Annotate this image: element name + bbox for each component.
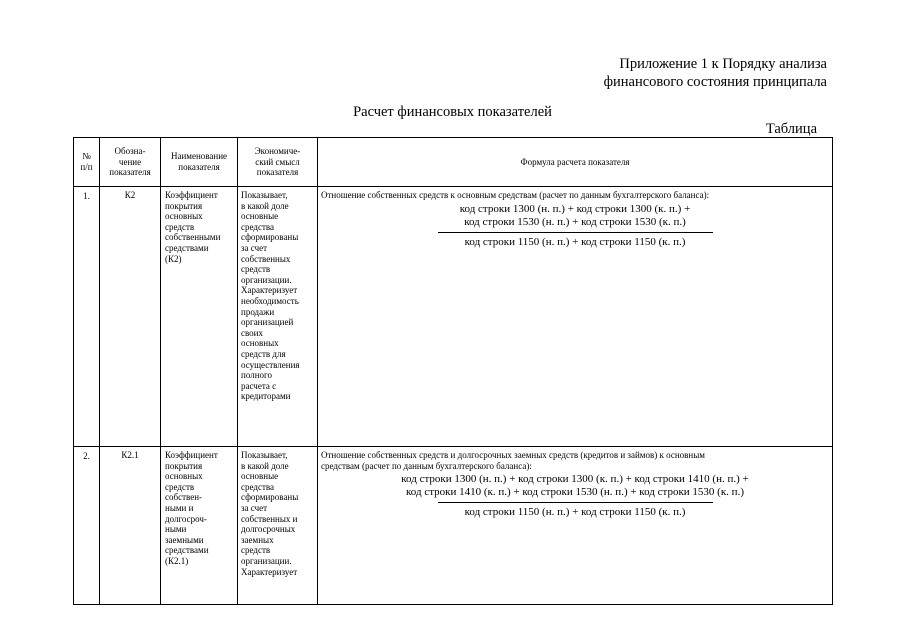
- indicator-meaning: Показывает, в какой доле основные средства сформированы за счет собственных и долгосрочных заемных средств организации. Характеризует: [238, 447, 318, 605]
- table-row: [74, 447, 833, 605]
- header-cell-meaning: Экономиче- ский смысл показателя: [238, 138, 318, 187]
- formula-numerator-line-2: код строки 1530 (н. п.) + код строки 1530 (к. п.): [464, 215, 686, 228]
- appendix-note: [604, 55, 827, 91]
- header-cell-formula: Формула расчета показателя: [318, 138, 833, 187]
- formula-description: Отношение собственных средств и долгосрочных заемных средств (кредитов и займов) к основным средствам (расчет по данным бухгалтерского баланса):: [321, 450, 705, 471]
- formula-fraction: [321, 203, 829, 249]
- row-number: 2.: [74, 447, 100, 605]
- fraction-bar: [438, 502, 713, 503]
- formula-cell: [318, 187, 833, 447]
- formula-denominator: код строки 1150 (н. п.) + код строки 1150 (к. п.): [464, 506, 686, 519]
- table-row: [74, 187, 833, 447]
- indicator-code: К2.1: [100, 447, 161, 605]
- header-cell-designation: Обозна- чение показателя: [100, 138, 161, 187]
- appendix-line-2: финансового состояния принципала: [603, 74, 827, 90]
- indicator-meaning: Показывает, в какой доле основные средства сформированы за счет собственных средств организации. Характеризует необходимость продажи организацией своих основных средств для осуществления полного расчета с кредиторами: [238, 187, 318, 447]
- indicator-code: К2: [100, 187, 161, 447]
- indicator-name: Коэффициент покрытия основных средств собствен- ными и долгосроч- ными заемными средствами (К2.1): [161, 447, 238, 605]
- document-title: Расчет финансовых показателей: [353, 104, 552, 120]
- fraction-bar: [438, 232, 713, 233]
- table-header-row: [74, 138, 833, 187]
- formula-fraction: [321, 473, 829, 519]
- row-number: 1.: [74, 187, 100, 447]
- header-cell-name: Наименование показателя: [161, 138, 238, 187]
- appendix-line-1: Приложение 1 к Порядку анализа: [619, 56, 827, 72]
- header-cell-number: № п/п: [74, 138, 100, 187]
- formula-numerator-line-1: код строки 1300 (н. п.) + код строки 1300 (к. п.) + код строки 1410 (н. п.) +: [401, 473, 749, 486]
- indicators-table: [73, 137, 833, 605]
- formula-numerator-line-2: код строки 1410 (к. п.) + код строки 1530 (н. п.) + код строки 1530 (к. п.): [406, 486, 744, 499]
- formula-numerator-line-1: код строки 1300 (н. п.) + код строки 1300 (к. п.) +: [459, 202, 691, 215]
- indicator-name: Коэффициент покрытия основных средств собственными средствами (К2): [161, 187, 238, 447]
- formula-denominator: код строки 1150 (н. п.) + код строки 1150 (к. п.): [464, 235, 686, 248]
- formula-cell: [318, 447, 833, 605]
- table-label: Таблица: [765, 121, 817, 137]
- formula-description: Отношение собственных средств к основным средствам (расчет по данным бухгалтерского баланса):: [321, 190, 710, 200]
